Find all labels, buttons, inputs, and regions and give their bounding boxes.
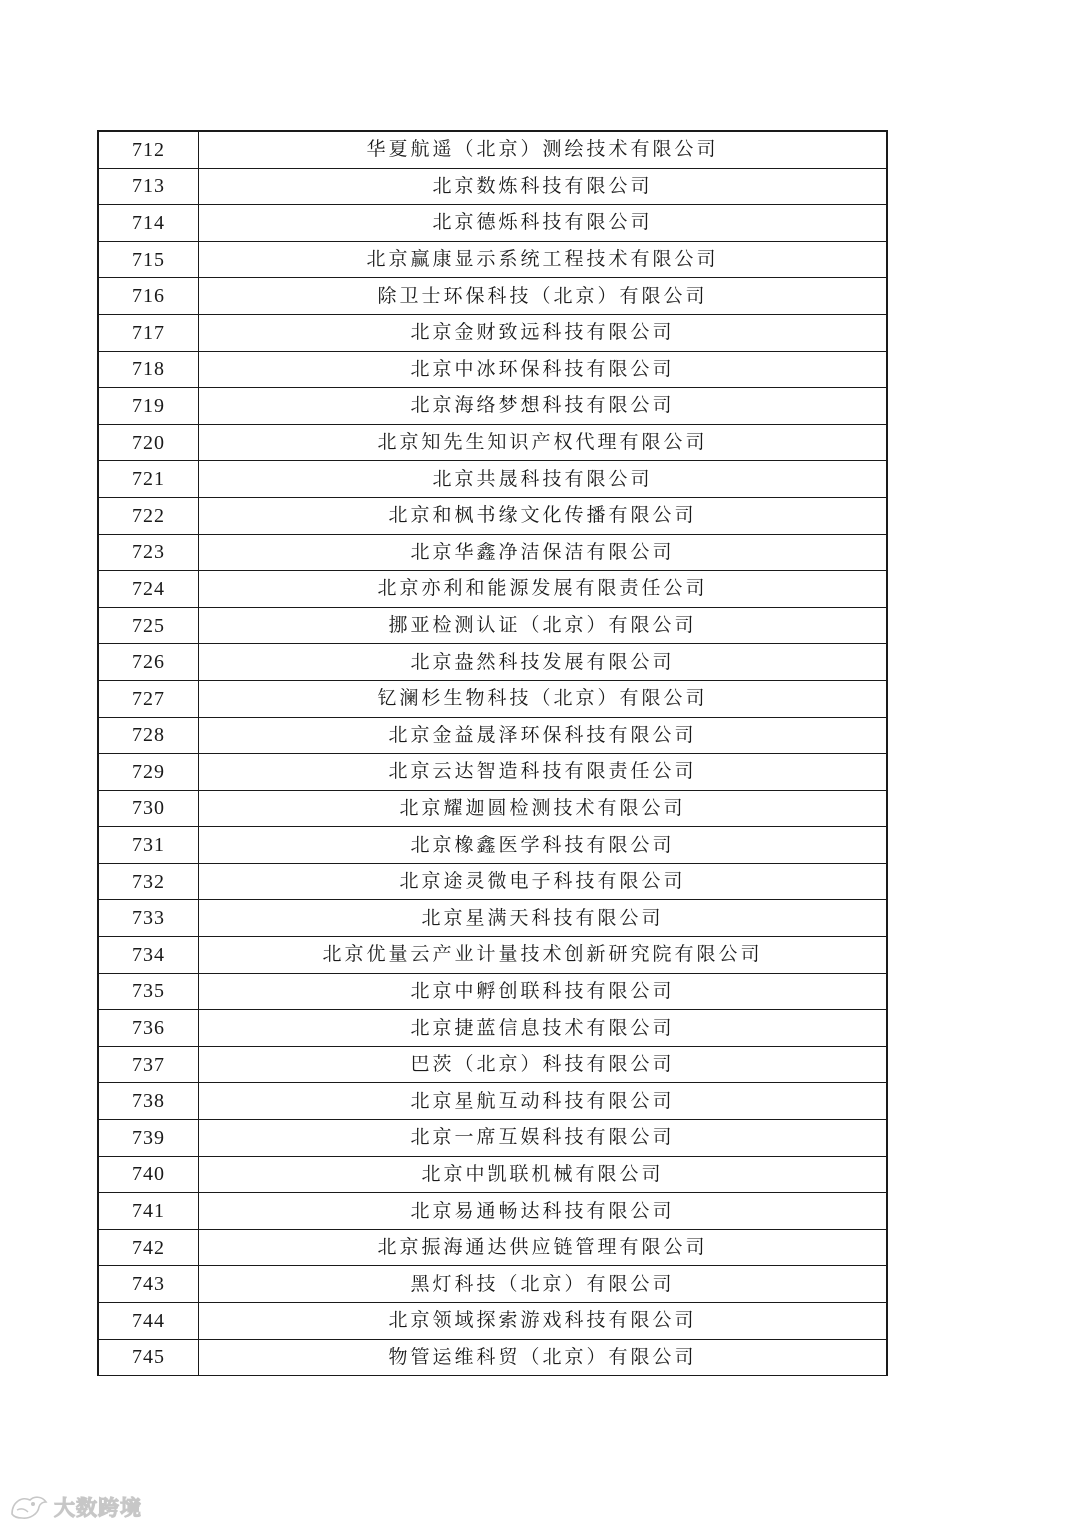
company-name-cell: 黑灯科技（北京）有限公司	[199, 1266, 888, 1303]
table-row	[98, 1010, 887, 1047]
table-row	[98, 314, 887, 351]
table-row	[98, 1229, 887, 1266]
company-name-cell: 挪亚检测认证（北京）有限公司	[199, 607, 888, 644]
company-name-cell: 北京共晟科技有限公司	[199, 461, 888, 498]
company-name-cell: 北京一席互娱科技有限公司	[199, 1120, 888, 1157]
table-row	[98, 1120, 887, 1157]
company-name-cell: 华夏航遥（北京）测绘技术有限公司	[199, 131, 888, 168]
company-name-cell: 北京耀迦圆检测技术有限公司	[199, 790, 888, 827]
company-name-cell: 北京易通畅达科技有限公司	[199, 1193, 888, 1230]
row-number-cell: 730	[98, 790, 199, 827]
company-name-cell: 北京途灵微电子科技有限公司	[199, 863, 888, 900]
company-name-cell: 北京金财致远科技有限公司	[199, 314, 888, 351]
row-number-cell: 723	[98, 534, 199, 571]
company-name-cell: 北京中孵创联科技有限公司	[199, 973, 888, 1010]
company-name-cell: 北京星满天科技有限公司	[199, 900, 888, 937]
row-number-cell: 728	[98, 717, 199, 754]
watermark-text: 大数跨境	[54, 1496, 142, 1520]
company-name-cell: 北京中冰环保科技有限公司	[199, 351, 888, 388]
row-number-cell: 729	[98, 754, 199, 791]
company-name-cell: 北京优量云产业计量技术创新研究院有限公司	[199, 937, 888, 974]
table-row	[98, 205, 887, 242]
company-name-cell: 北京捷蓝信息技术有限公司	[199, 1010, 888, 1047]
row-number-cell: 735	[98, 973, 199, 1010]
table-row	[98, 497, 887, 534]
table-row	[98, 278, 887, 315]
row-number-cell: 713	[98, 168, 199, 205]
row-number-cell: 725	[98, 607, 199, 644]
company-name-cell: 北京盎然科技发展有限公司	[199, 644, 888, 681]
company-name-cell: 钇澜杉生物科技（北京）有限公司	[199, 680, 888, 717]
row-number-cell: 739	[98, 1120, 199, 1157]
table-row	[98, 1156, 887, 1193]
table-row	[98, 351, 887, 388]
company-name-cell: 北京中凯联机械有限公司	[199, 1156, 888, 1193]
watermark	[8, 1490, 142, 1524]
company-name-cell: 北京云达智造科技有限责任公司	[199, 754, 888, 791]
table-row	[98, 754, 887, 791]
company-name-cell: 北京赢康显示系统工程技术有限公司	[199, 241, 888, 278]
company-name-cell: 物管运维科贸（北京）有限公司	[199, 1339, 888, 1376]
table-row	[98, 168, 887, 205]
company-list-table	[97, 130, 888, 1376]
row-number-cell: 732	[98, 863, 199, 900]
bird-logo-icon	[8, 1492, 50, 1522]
table-row	[98, 900, 887, 937]
company-name-cell: 北京金益晟泽环保科技有限公司	[199, 717, 888, 754]
row-number-cell: 731	[98, 827, 199, 864]
company-name-cell: 北京亦利和能源发展有限责任公司	[199, 571, 888, 608]
row-number-cell: 722	[98, 497, 199, 534]
table-row	[98, 937, 887, 974]
row-number-cell: 737	[98, 1046, 199, 1083]
company-name-cell: 北京和枫书缘文化传播有限公司	[199, 497, 888, 534]
table-row	[98, 1266, 887, 1303]
table-row	[98, 1046, 887, 1083]
table-row	[98, 241, 887, 278]
table-row	[98, 790, 887, 827]
row-number-cell: 721	[98, 461, 199, 498]
table-row	[98, 717, 887, 754]
table-row	[98, 680, 887, 717]
table-row	[98, 973, 887, 1010]
company-name-cell: 巴茨（北京）科技有限公司	[199, 1046, 888, 1083]
table-row	[98, 827, 887, 864]
row-number-cell: 716	[98, 278, 199, 315]
row-number-cell: 715	[98, 241, 199, 278]
row-number-cell: 738	[98, 1083, 199, 1120]
row-number-cell: 740	[98, 1156, 199, 1193]
table-row	[98, 644, 887, 681]
row-number-cell: 734	[98, 937, 199, 974]
table-row	[98, 534, 887, 571]
company-name-cell: 北京橡鑫医学科技有限公司	[199, 827, 888, 864]
row-number-cell: 733	[98, 900, 199, 937]
row-number-cell: 726	[98, 644, 199, 681]
row-number-cell: 744	[98, 1303, 199, 1340]
company-name-cell: 除卫士环保科技（北京）有限公司	[199, 278, 888, 315]
table-row	[98, 388, 887, 425]
company-name-cell: 北京星航互动科技有限公司	[199, 1083, 888, 1120]
row-number-cell: 714	[98, 205, 199, 242]
table-row	[98, 1193, 887, 1230]
table-row	[98, 424, 887, 461]
row-number-cell: 745	[98, 1339, 199, 1376]
row-number-cell: 736	[98, 1010, 199, 1047]
company-name-cell: 北京华鑫净洁保洁有限公司	[199, 534, 888, 571]
table-row	[98, 1303, 887, 1340]
company-name-cell: 北京领域探索游戏科技有限公司	[199, 1303, 888, 1340]
row-number-cell: 718	[98, 351, 199, 388]
table-row	[98, 863, 887, 900]
row-number-cell: 724	[98, 571, 199, 608]
company-name-cell: 北京振海通达供应链管理有限公司	[199, 1229, 888, 1266]
row-number-cell: 727	[98, 680, 199, 717]
row-number-cell: 712	[98, 131, 199, 168]
row-number-cell: 741	[98, 1193, 199, 1230]
company-name-cell: 北京数炼科技有限公司	[199, 168, 888, 205]
company-list-body	[98, 131, 887, 1376]
table-row	[98, 1339, 887, 1376]
company-name-cell: 北京知先生知识产权代理有限公司	[199, 424, 888, 461]
company-name-cell: 北京德烁科技有限公司	[199, 205, 888, 242]
table-row	[98, 571, 887, 608]
row-number-cell: 717	[98, 314, 199, 351]
row-number-cell: 743	[98, 1266, 199, 1303]
table-row	[98, 461, 887, 498]
row-number-cell: 720	[98, 424, 199, 461]
table-row	[98, 607, 887, 644]
table-row	[98, 1083, 887, 1120]
row-number-cell: 742	[98, 1229, 199, 1266]
company-name-cell: 北京海络梦想科技有限公司	[199, 388, 888, 425]
table-row	[98, 131, 887, 168]
row-number-cell: 719	[98, 388, 199, 425]
